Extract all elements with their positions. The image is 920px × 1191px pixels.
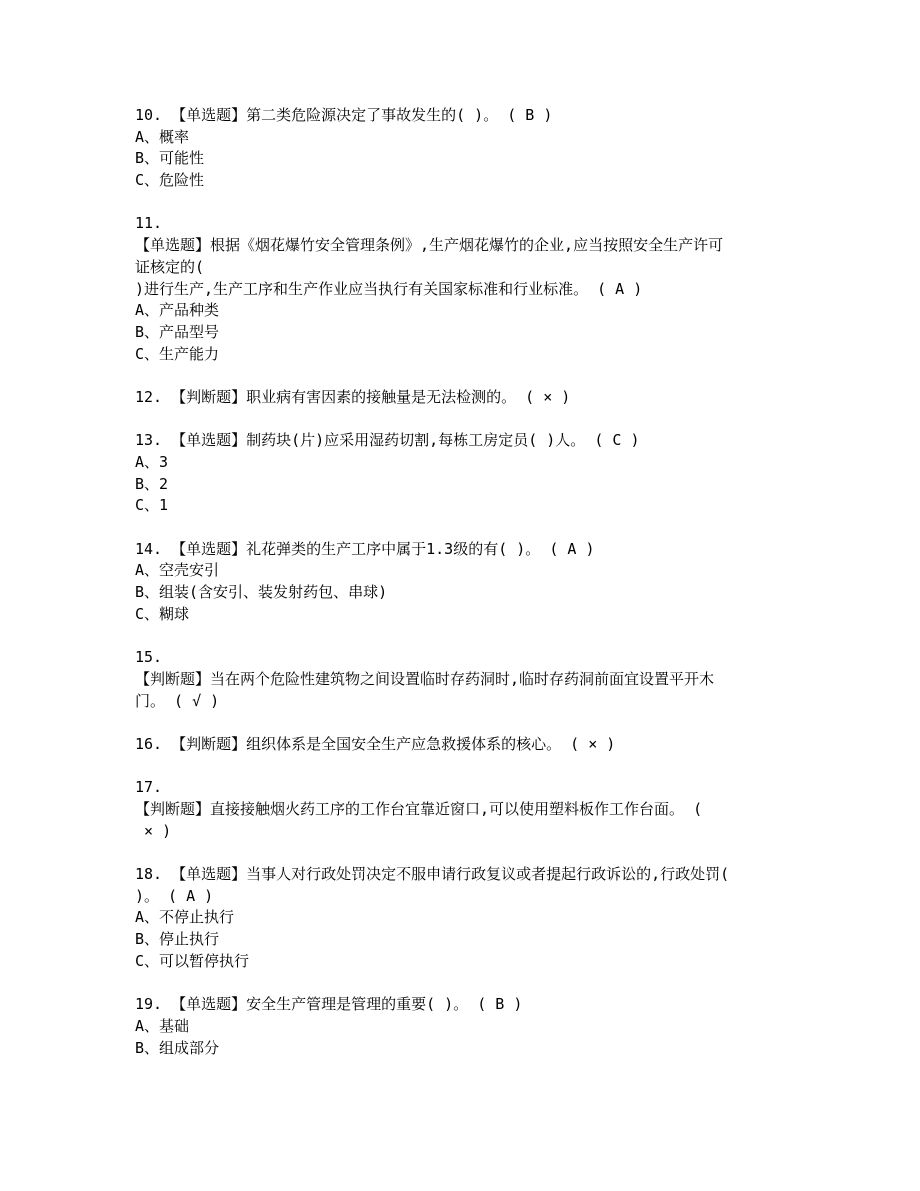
question-10 [135,105,790,192]
question-line: 16. 【判断题】组织体系是全国安全生产应急救援体系的核心。 ( × ) [135,734,616,753]
question-line: × ) [135,821,172,840]
question-line: 10. 【单选题】第二类危险源决定了事故发生的( )。 ( B ) [135,106,553,124]
question-17 [135,777,790,842]
question-line: 证核定的( [135,257,205,276]
question-line: 门。 ( √ ) [135,691,220,710]
option-line: C、生产能力 [135,344,220,363]
question-line: 【判断题】当在两个危险性建筑物之间设置临时存药洞时,临时存药洞前面宜设置平开木 [135,669,715,688]
option-line: A、产品种类 [135,301,220,320]
option-line: C、危险性 [135,171,205,190]
option-line: B、停止执行 [135,930,220,949]
question-11 [135,213,790,365]
option-line: A、空壳安引 [135,561,220,580]
question-line: 14. 【单选题】礼花弹类的生产工序中属于1.3级的有( )。 ( A ) [135,539,595,558]
question-15 [135,647,790,712]
document-body [135,105,790,1059]
question-number-line: 17. [135,778,163,797]
option-line: B、组装(含安引、装发射药包、串球) [135,583,388,602]
option-line: C、1 [135,496,169,515]
option-line: A、3 [135,453,169,471]
question-14 [135,539,790,626]
option-line: C、糊球 [135,604,190,623]
question-16 [135,734,790,756]
question-line: 18. 【单选题】当事人对行政处罚决定不服申请行政复议或者提起行政诉讼的,行政处罚( [135,865,730,884]
option-line: B、2 [135,474,169,493]
question-12 [135,387,790,409]
option-line: C、可以暂停执行 [135,951,250,970]
question-19 [135,994,790,1059]
option-line: A、基础 [135,1016,190,1035]
question-line: )进行生产,生产工序和生产作业应当执行有关国家标准和行业标准。 ( A ) [135,279,643,298]
option-line: A、不停止执行 [135,908,235,927]
option-line: B、产品型号 [135,322,220,341]
question-number-line: 15. [135,648,163,667]
option-line: B、组成部分 [135,1038,220,1057]
question-line: )。 ( A ) [135,886,214,905]
question-line: 【判断题】直接接触烟火药工序的工作台宜靠近窗口,可以使用塑料板作工作台面。 ( [135,800,703,818]
question-line: 19. 【单选题】安全生产管理是管理的重要( )。 ( B ) [135,995,523,1014]
question-number-line: 11. [135,214,163,233]
question-line: 【单选题】根据《烟花爆竹安全管理条例》,生产烟花爆竹的企业,应当按照安全生产许可 [135,236,724,255]
option-line: B、可能性 [135,149,205,168]
question-18 [135,864,790,972]
question-13 [135,430,790,517]
question-line: 13. 【单选题】制药块(片)应采用湿药切割,每栋工房定员( )人。 ( C ) [135,431,640,450]
option-line: A、概率 [135,127,190,146]
question-line: 12. 【判断题】职业病有害因素的接触量是无法检测的。 ( × ) [135,387,571,406]
